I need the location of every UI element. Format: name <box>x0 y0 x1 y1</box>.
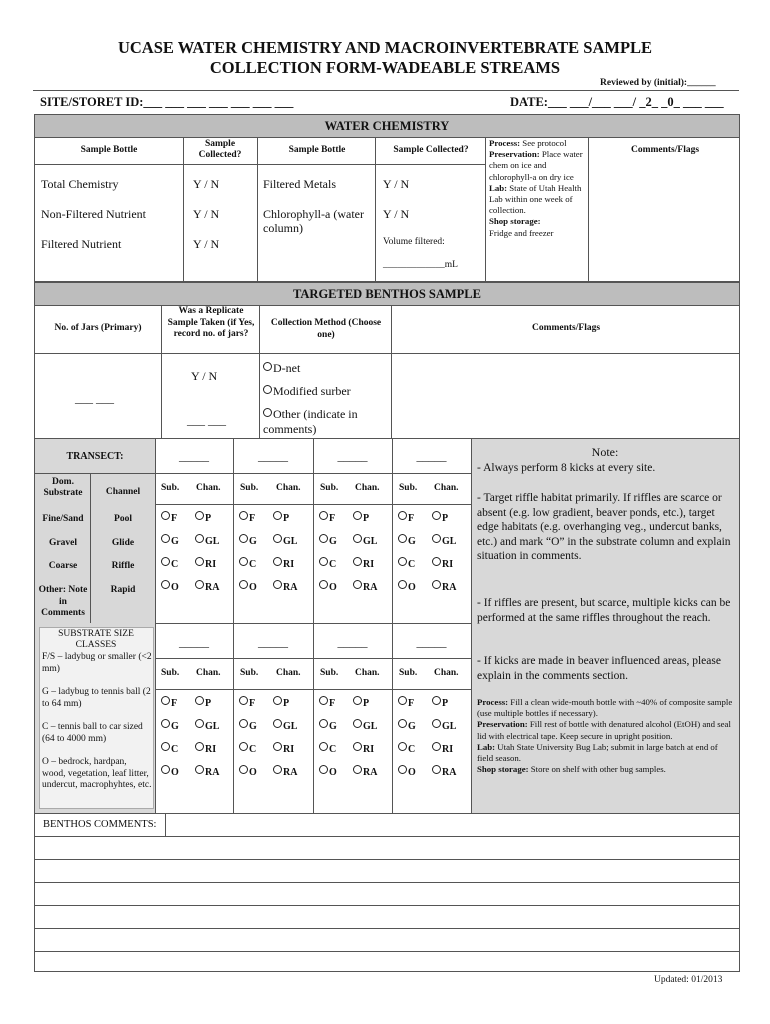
size-class-g: G – ladybug to tennis ball (2 to 64 mm) <box>42 687 151 709</box>
replicate-yn[interactable]: Y / N <box>191 369 218 383</box>
sub-header: Sub. <box>320 483 339 493</box>
channel-option[interactable]: GL <box>195 719 219 732</box>
radio-icon[interactable] <box>161 765 170 774</box>
radio-icon[interactable] <box>319 580 328 589</box>
radio-icon[interactable] <box>195 557 204 566</box>
radio-icon[interactable] <box>161 719 170 728</box>
reviewed-by[interactable]: Reviewed by (initial):______ <box>600 78 716 88</box>
substrate-option[interactable]: O <box>239 765 257 778</box>
filtered-metals-yn[interactable]: Y / N <box>383 177 410 191</box>
substrate-option[interactable]: O <box>319 580 337 593</box>
sub-header: Sub. <box>320 668 339 678</box>
channel-rapid: Rapid <box>110 585 136 595</box>
channel-option[interactable]: P <box>195 511 211 524</box>
radio-icon[interactable] <box>273 742 282 751</box>
channel-option[interactable]: RA <box>195 765 219 778</box>
substrate-option[interactable]: G <box>398 534 416 547</box>
radio-icon[interactable] <box>239 557 248 566</box>
radio-icon[interactable] <box>239 719 248 728</box>
radio-icon[interactable] <box>398 511 407 520</box>
substrate-option[interactable]: C <box>239 742 256 755</box>
transect-4-field[interactable]: _____ <box>416 449 447 463</box>
substrate-option[interactable]: C <box>239 557 256 570</box>
radio-icon[interactable] <box>398 742 407 751</box>
col-collection-method: Collection Method (Choose one) <box>270 318 382 340</box>
method-dnet[interactable]: D-net <box>263 361 300 376</box>
bottle-chlorophyll: Chlorophyll-a (water column) <box>263 207 364 235</box>
transect-2-field[interactable]: _____ <box>258 449 288 463</box>
channel-option[interactable]: RI <box>195 557 216 570</box>
substrate-option[interactable]: O <box>239 580 257 593</box>
radio-icon[interactable] <box>353 580 362 589</box>
radio-icon[interactable] <box>161 696 170 705</box>
radio-icon[interactable] <box>353 696 362 705</box>
chan-header: Chan. <box>355 483 380 493</box>
date-field[interactable]: DATE:___ ___/___ ___/ _2_ _0_ ___ ___ <box>510 95 724 109</box>
substrate-option[interactable]: C <box>319 742 336 755</box>
radio-icon[interactable] <box>273 534 282 543</box>
channel-option[interactable]: RA <box>432 765 456 778</box>
channel-glide: Glide <box>111 538 135 548</box>
transect-5-field[interactable]: _____ <box>179 635 209 649</box>
water-chemistry-header: WATER CHEMISTRY <box>34 114 740 138</box>
channel-option[interactable]: GL <box>432 719 456 732</box>
radio-icon[interactable] <box>195 580 204 589</box>
col-sample-collected-2: Sample Collected? <box>393 145 469 155</box>
note-title: Note: <box>591 445 619 459</box>
radio-icon[interactable] <box>353 557 362 566</box>
substrate-option[interactable]: C <box>398 742 415 755</box>
radio-icon[interactable] <box>239 765 248 774</box>
channel-option[interactable]: P <box>353 511 369 524</box>
radio-icon[interactable] <box>273 557 282 566</box>
transect-7-field[interactable]: _____ <box>337 635 368 649</box>
radio-icon[interactable] <box>195 511 204 520</box>
substrate-option[interactable]: C <box>398 557 415 570</box>
note-p1: - Always perform 8 kicks at every site. <box>477 462 656 474</box>
substrate-option[interactable]: C <box>319 557 336 570</box>
substrate-option[interactable]: C <box>161 742 178 755</box>
substrate-option[interactable]: F <box>398 511 414 524</box>
radio-icon[interactable] <box>398 557 407 566</box>
channel-option[interactable]: P <box>273 511 289 524</box>
channel-option[interactable]: RA <box>353 765 377 778</box>
radio-icon[interactable] <box>319 696 328 705</box>
channel-option[interactable]: RA <box>273 580 297 593</box>
bottle-filtered-nutrient: Filtered Nutrient <box>41 237 122 251</box>
channel-option[interactable]: RI <box>195 742 216 755</box>
substrate-option[interactable]: O <box>319 765 337 778</box>
substrate-option[interactable]: F <box>319 696 335 709</box>
replicate-jars-field[interactable]: ___ ___ <box>187 413 226 427</box>
substrate-option[interactable]: G <box>161 719 179 732</box>
radio-icon[interactable] <box>432 719 441 728</box>
transect-8-field[interactable]: _____ <box>416 635 447 649</box>
size-class-c: C – tennis ball to car sized (64 to 4000 mm) <box>42 722 143 744</box>
radio-icon[interactable] <box>432 580 441 589</box>
sub-header: Sub. <box>399 483 418 493</box>
chan-header: Chan. <box>196 668 221 678</box>
method-other[interactable]: Other (indicate in comments) <box>263 407 358 436</box>
size-class-o: O – bedrock, hardpan, wood, vegetation, leaf litter, undercut, macrophyhtes, etc. <box>42 757 152 790</box>
radio-icon[interactable] <box>319 534 328 543</box>
col-sample-bottle-2: Sample Bottle <box>288 145 346 155</box>
radio-icon[interactable] <box>263 362 272 371</box>
chan-header: Chan. <box>434 668 459 678</box>
volume-filtered-field[interactable]: _____________mL <box>383 260 458 270</box>
channel-pool: Pool <box>114 514 132 524</box>
radio-icon[interactable] <box>239 742 248 751</box>
substrate-fine-sand: Fine/Sand <box>42 514 84 524</box>
channel-option[interactable]: RI <box>432 742 453 755</box>
method-modified-surber[interactable]: Modified surber <box>263 384 351 399</box>
radio-icon[interactable] <box>195 719 204 728</box>
transect-label: TRANSECT: <box>66 451 124 462</box>
form-title-line1: UCASE WATER CHEMISTRY AND MACROINVERTEBRATE SAMPLE <box>117 38 653 57</box>
radio-icon[interactable] <box>432 765 441 774</box>
channel-option[interactable]: P <box>432 696 448 709</box>
site-id-field[interactable]: SITE/STORET ID:___ ___ ___ ___ ___ ___ ___ <box>40 95 294 109</box>
col-replicate: Was a Replicate Sample Taken (if Yes, record no. of jars? <box>167 306 255 339</box>
radio-icon[interactable] <box>273 511 282 520</box>
nonfiltered-nutrient-yn[interactable]: Y / N <box>193 207 220 221</box>
channel-option[interactable]: GL <box>273 534 297 547</box>
col-comments-flags: Comments/Flags <box>630 145 700 155</box>
radio-icon[interactable] <box>195 742 204 751</box>
jars-field[interactable]: ___ ___ <box>75 391 114 405</box>
radio-icon[interactable] <box>353 719 362 728</box>
channel-option[interactable]: RI <box>273 742 294 755</box>
transect-6-field[interactable]: _____ <box>258 635 288 649</box>
filtered-nutrient-yn[interactable]: Y / N <box>193 237 220 251</box>
channel-option[interactable]: P <box>432 511 448 524</box>
radio-icon[interactable] <box>398 719 407 728</box>
channel-option[interactable]: GL <box>273 719 297 732</box>
channel-option[interactable]: RI <box>353 742 374 755</box>
channel-option[interactable]: GL <box>353 534 377 547</box>
substrate-option[interactable]: G <box>239 719 257 732</box>
radio-icon[interactable] <box>161 742 170 751</box>
chan-header: Chan. <box>196 483 221 493</box>
radio-icon[interactable] <box>195 534 204 543</box>
substrate-option[interactable]: G <box>161 534 179 547</box>
sub-header: Sub. <box>161 668 180 678</box>
channel-option[interactable]: RA <box>195 580 219 593</box>
benthos-comments-label: BENTHOS COMMENTS: <box>43 819 157 830</box>
substrate-option[interactable]: F <box>161 696 177 709</box>
radio-icon[interactable] <box>353 765 362 774</box>
substrate-option[interactable]: G <box>319 719 337 732</box>
transect-options-upper <box>155 505 471 623</box>
radio-icon[interactable] <box>432 742 441 751</box>
radio-icon[interactable] <box>319 511 328 520</box>
bottle-total-chemistry: Total Chemistry <box>41 177 119 191</box>
substrate-option[interactable]: F <box>161 511 177 524</box>
substrate-option[interactable]: F <box>239 696 255 709</box>
channel-riffle: Riffle <box>111 561 135 571</box>
substrate-size-title: SUBSTRATE SIZE CLASSES <box>58 629 134 650</box>
radio-icon[interactable] <box>432 511 441 520</box>
volume-filtered-label: Volume filtered: <box>383 237 445 247</box>
substrate-other: Other: Note in Comments <box>38 585 88 618</box>
substrate-option[interactable]: O <box>161 765 179 778</box>
radio-icon[interactable] <box>398 765 407 774</box>
form-title-line2: COLLECTION FORM-WADEABLE STREAMS <box>209 58 561 77</box>
channel-option[interactable]: RI <box>353 557 374 570</box>
size-class-fs: F/S – ladybug or smaller (<2 mm) <box>42 652 152 674</box>
sub-header: Sub. <box>161 483 180 493</box>
benthos-table <box>34 305 740 439</box>
radio-icon[interactable] <box>319 765 328 774</box>
substrate-option[interactable]: O <box>161 580 179 593</box>
radio-icon[interactable] <box>161 534 170 543</box>
substrate-coarse: Coarse <box>48 561 78 571</box>
substrate-option[interactable]: O <box>398 580 416 593</box>
sub-header: Sub. <box>399 668 418 678</box>
updated-date: Updated: 01/2013 <box>654 975 723 985</box>
substrate-option[interactable]: G <box>319 534 337 547</box>
substrate-option[interactable]: F <box>319 511 335 524</box>
radio-icon[interactable] <box>195 765 204 774</box>
radio-icon[interactable] <box>161 580 170 589</box>
channel-option[interactable]: P <box>195 696 211 709</box>
channel-option[interactable]: RA <box>432 580 456 593</box>
chlorophyll-yn[interactable]: Y / N <box>383 207 410 221</box>
water-chemistry-table <box>34 137 740 282</box>
chan-header: Chan. <box>276 668 301 678</box>
substrate-option[interactable]: G <box>239 534 257 547</box>
radio-icon[interactable] <box>273 765 282 774</box>
radio-icon[interactable] <box>239 580 248 589</box>
benthos-comments-box[interactable] <box>34 814 740 972</box>
radio-icon[interactable] <box>432 534 441 543</box>
dom-substrate-header: Dom. Substrate <box>43 477 83 498</box>
transect-3-field[interactable]: _____ <box>337 449 368 463</box>
chan-header: Chan. <box>355 668 380 678</box>
note-p2: - Target riffle habitat primarily. If riffles are scarce or absent (e.g. low gradient, beaver ponds, etc.), target edge habitats (e.g. overhanging veg., undercut banks, etc.) and mark “O” in the substrate column and explain situation in comments. <box>477 492 731 562</box>
radio-icon[interactable] <box>263 408 272 417</box>
radio-icon[interactable] <box>398 534 407 543</box>
radio-icon[interactable] <box>432 557 441 566</box>
benthos-header: TARGETED BENTHOS SAMPLE <box>34 282 740 306</box>
radio-icon[interactable] <box>398 580 407 589</box>
radio-icon[interactable] <box>432 696 441 705</box>
radio-icon[interactable] <box>273 580 282 589</box>
channel-option[interactable]: RA <box>353 580 377 593</box>
bottle-filtered-metals: Filtered Metals <box>263 177 336 191</box>
channel-option[interactable]: GL <box>195 534 219 547</box>
water-instructions: Process: See protocol Preservation: Place water chem on ice and chlorophyll-a on dry ice Lab: State of Utah Health Lab within one week of collection. Shop storage: Fridge and freezer <box>489 138 583 238</box>
radio-icon[interactable] <box>263 385 272 394</box>
transect-1-field[interactable]: _____ <box>179 449 209 463</box>
channel-option[interactable]: GL <box>353 719 377 732</box>
radio-icon[interactable] <box>273 696 282 705</box>
substrate-option[interactable]: F <box>239 511 255 524</box>
chan-header: Chan. <box>276 483 301 493</box>
radio-icon[interactable] <box>161 557 170 566</box>
radio-icon[interactable] <box>195 696 204 705</box>
substrate-option[interactable]: G <box>398 719 416 732</box>
channel-option[interactable]: GL <box>432 534 456 547</box>
col-benthos-comments: Comments/Flags <box>531 323 601 333</box>
transect-options-lower <box>155 690 471 808</box>
transect-section <box>34 439 740 814</box>
bottle-nonfiltered-nutrient: Non-Filtered Nutrient <box>41 207 146 221</box>
substrate-gravel: Gravel <box>49 538 77 548</box>
bug-instructions: Process: Fill a clean wide-mouth bottle with ~40% of composite sample (use multiple bottles if necessary). Preservation: Fill rest of bottle with denatured alcohol (EtOH) and seal lid with electrical tape. Keep secure in upright position. Lab: Utah State University Bug Lab; submit in large batch at end of field season. Shop storage: Store on shelf with other bug samples. <box>477 697 733 775</box>
note-p3: - If riffles are present, but scarce, multiple kicks can be performed at the same riffles throughout the reach. <box>477 597 731 624</box>
channel-header: Channel <box>105 487 141 497</box>
sub-header: Sub. <box>240 483 259 493</box>
sub-header: Sub. <box>240 668 259 678</box>
radio-icon[interactable] <box>319 719 328 728</box>
radio-icon[interactable] <box>319 557 328 566</box>
radio-icon[interactable] <box>239 534 248 543</box>
channel-option[interactable]: RI <box>273 557 294 570</box>
channel-option[interactable]: P <box>353 696 369 709</box>
chan-header: Chan. <box>434 483 459 493</box>
radio-icon[interactable] <box>353 534 362 543</box>
substrate-option[interactable]: O <box>398 765 416 778</box>
radio-icon[interactable] <box>239 696 248 705</box>
substrate-option[interactable]: F <box>398 696 414 709</box>
channel-option[interactable]: RA <box>273 765 297 778</box>
radio-icon[interactable] <box>353 742 362 751</box>
note-p4: - If kicks are made in beaver influenced areas, please explain in the comments section. <box>477 655 721 682</box>
radio-icon[interactable] <box>319 742 328 751</box>
channel-option[interactable]: P <box>273 696 289 709</box>
total-chemistry-yn[interactable]: Y / N <box>193 177 220 191</box>
radio-icon[interactable] <box>398 696 407 705</box>
radio-icon[interactable] <box>273 719 282 728</box>
col-sample-bottle: Sample Bottle <box>80 145 138 155</box>
radio-icon[interactable] <box>239 511 248 520</box>
radio-icon[interactable] <box>161 511 170 520</box>
substrate-option[interactable]: C <box>161 557 178 570</box>
radio-icon[interactable] <box>353 511 362 520</box>
col-sample-collected: Sample Collected? <box>198 139 242 160</box>
col-no-of-jars: No. of Jars (Primary) <box>54 323 142 333</box>
channel-option[interactable]: RI <box>432 557 453 570</box>
